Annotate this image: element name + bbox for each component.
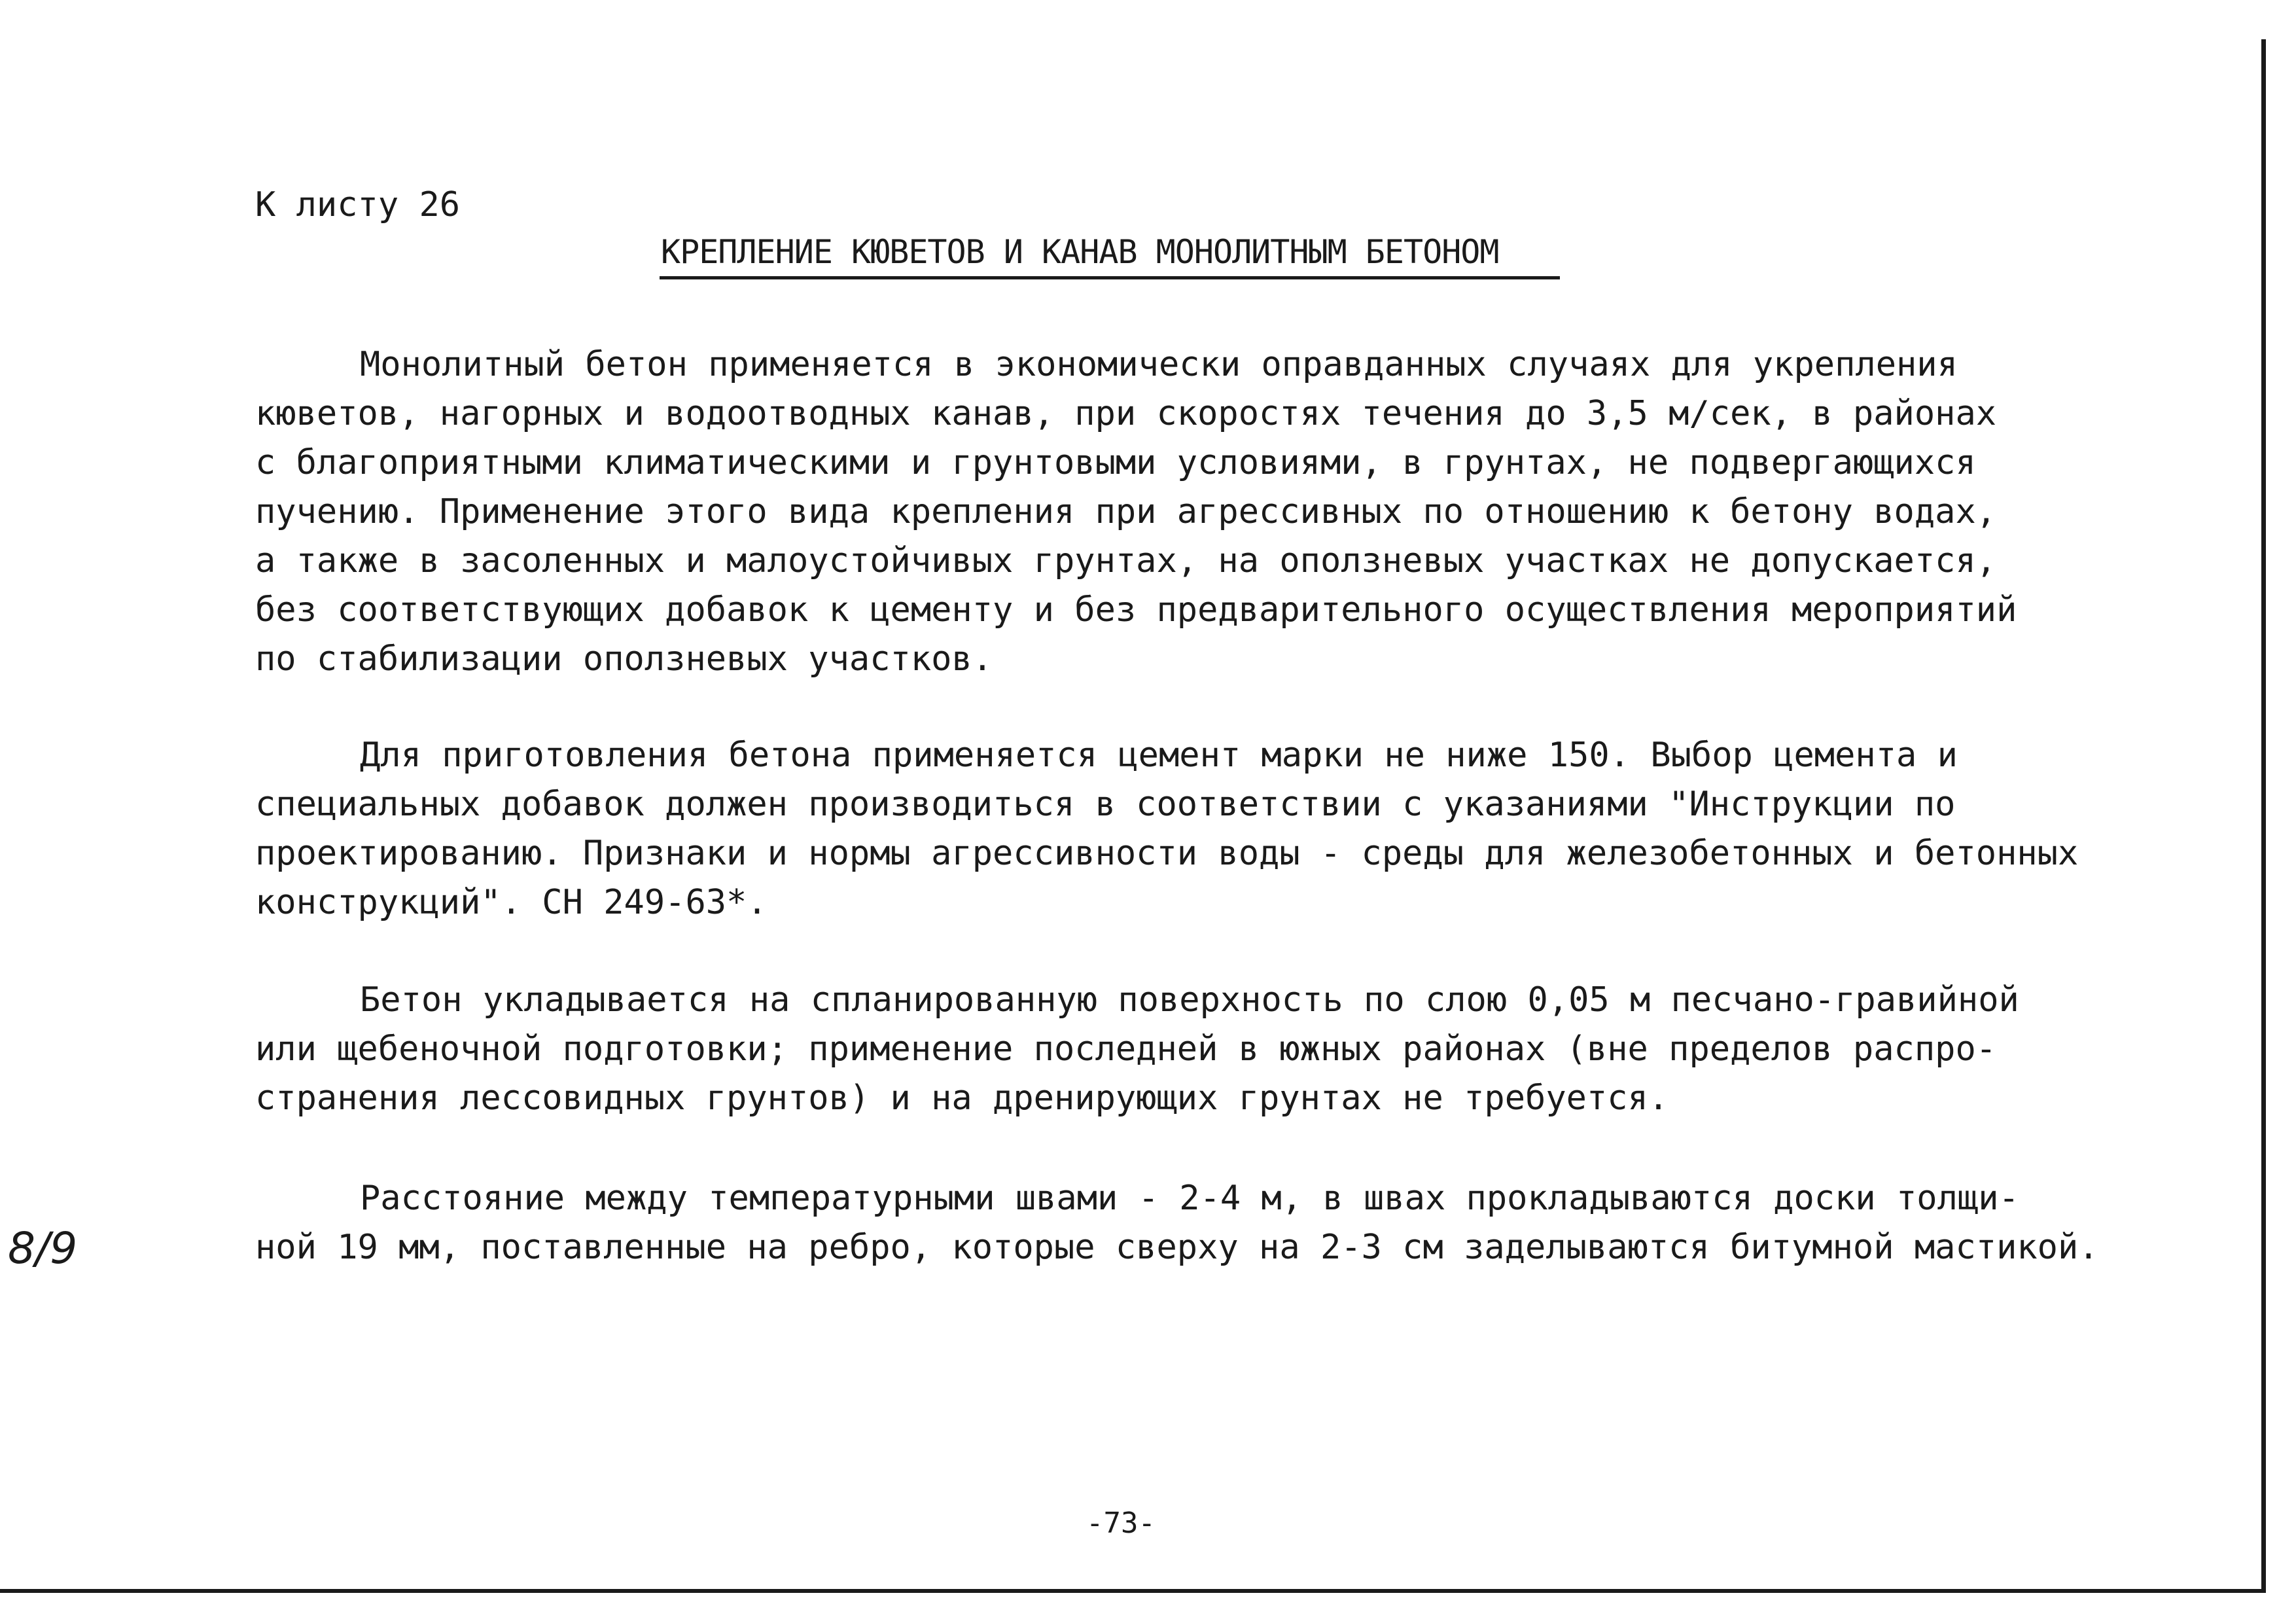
paragraph-3 — [255, 976, 2019, 1123]
paragraph-1-line: кюветов, нагорных и водоотводных канав, при скоростях течения до 3,5 м/сек, в районах — [255, 394, 1997, 433]
handwritten-margin-note: 8/9 — [8, 1223, 78, 1274]
paragraph-2-line: конструкций". СН 249-63*. — [255, 883, 768, 922]
paragraph-3-line: Бетон укладывается на спланированную поверхность по слою 0,05 м песчано-гравийной — [360, 980, 2019, 1020]
paragraph-4-line: Расстояние между температурными швами - 2-4 м, в швах прокладываются доски толщи- — [360, 1179, 2019, 1218]
paragraph-1-line: с благоприятными климатическими и грунтовыми условиями, в грунтах, не подвергающихся — [255, 443, 1976, 482]
title-underline — [660, 276, 1560, 279]
document-title: КРЕПЛЕНИЕ КЮВЕТОВ И КАНАВ МОНОЛИТНЫМ БЕТОНОМ — [661, 233, 1499, 271]
bottom-border-line — [0, 1589, 2266, 1593]
paragraph-1-line: пучению. Применение этого вида крепления при агрессивных по отношению к бетону водах, — [255, 492, 1997, 531]
paragraph-1-line: а также в засоленных и малоустойчивых грунтах, на оползневых участках не допускается, — [255, 541, 1997, 580]
paragraph-2-line: проектированию. Признаки и нормы агрессивности воды - среды для железобетонных и бетонных — [255, 834, 2079, 873]
paragraph-1-line: Монолитный бетон применяется в экономически оправданных случаях для укрепления — [360, 345, 1958, 384]
paragraph-2-line: Для приготовления бетона применяется цемент марки не ниже 150. Выбор цемента и — [360, 736, 1958, 775]
paragraph-2-line: специальных добавок должен производиться в соответствии с указаниями "Инструкции по — [255, 785, 1956, 824]
paragraph-4 — [255, 1174, 2099, 1272]
paragraph-1-line: без соответствующих добавок к цементу и без предварительного осуществления мероприятий — [255, 590, 2017, 630]
right-border-line — [2261, 39, 2266, 1593]
sheet-reference: К листу 26 — [255, 185, 461, 224]
paragraph-4-line: ной 19 мм, поставленные на ребро, которые сверху на 2-3 см заделываются битумной мастикой. — [255, 1228, 2099, 1267]
paragraph-1-line: по стабилизации оползневых участков. — [255, 639, 993, 679]
paragraph-3-line: или щебеночной подготовки; применение последней в южных районах (вне пределов распро- — [255, 1029, 1997, 1069]
paragraph-2 — [255, 731, 2078, 927]
paragraph-1 — [255, 340, 2017, 684]
page-number: -73- — [1086, 1507, 1156, 1540]
paragraph-3-line: странения лессовидных грунтов) и на дренирующих грунтах не требуется. — [255, 1079, 1669, 1118]
